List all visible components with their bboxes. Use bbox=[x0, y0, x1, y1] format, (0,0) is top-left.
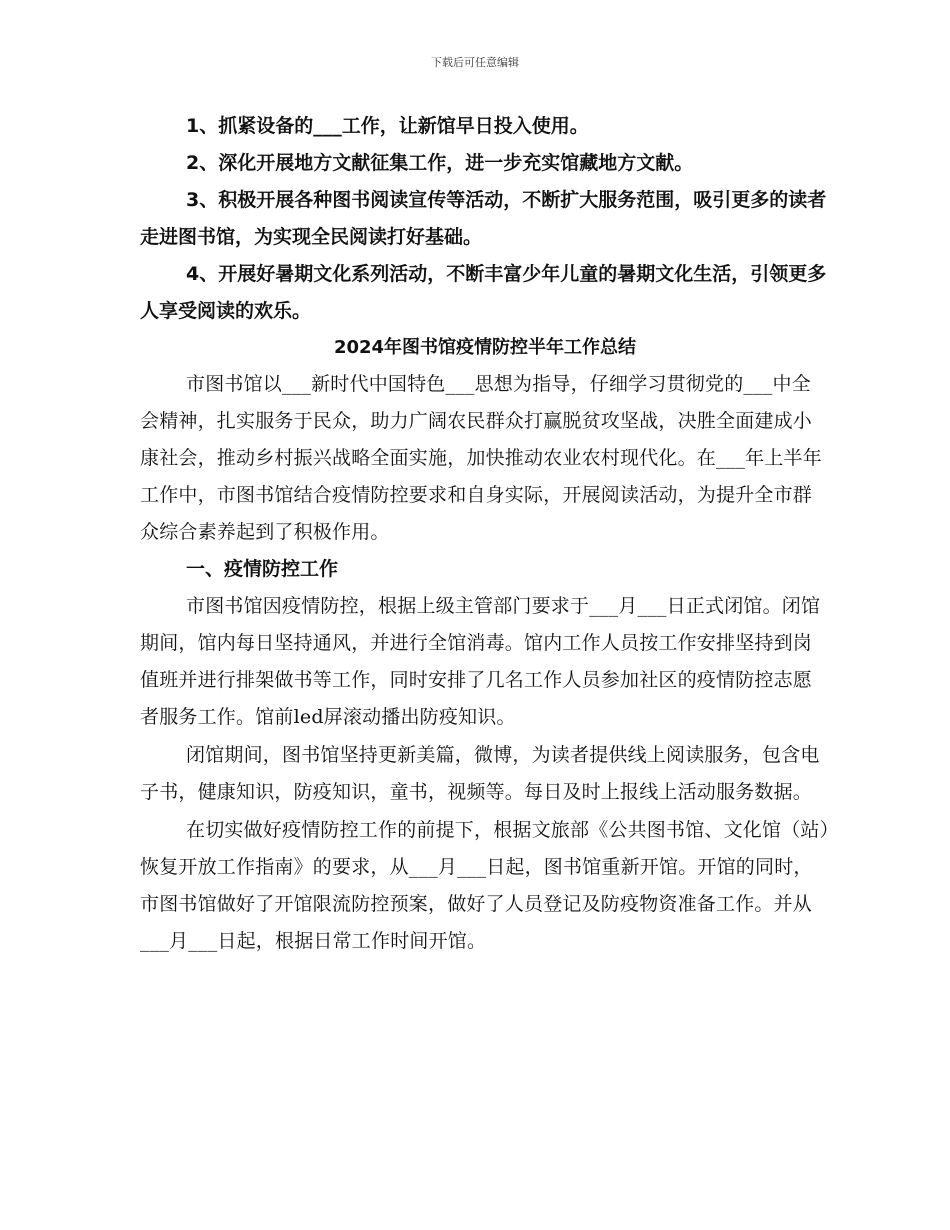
document-title: 2024年图书馆疫情防控半年工作总结 bbox=[333, 337, 637, 358]
document-body bbox=[140, 108, 830, 960]
list-item-4: 4、开展好暑期文化系列活动，不断丰富少年儿童的暑期文化生活，引领更多人享受阅读的欢乐。 bbox=[140, 263, 827, 322]
list-item-3: 3、积极开展各种图书阅读宣传等活动，不断扩大服务范围，吸引更多的读者走进图书馆，为实现全民阅读打好基础。 bbox=[140, 189, 827, 248]
section-heading: 一、疫情防控工作 bbox=[186, 558, 339, 580]
section-paragraph-1: 市图书馆因疫情防控，根据上级主管部门要求于___月___日正式闭馆。闭馆期间，馆内每日坚持通风，并进行全馆消毒。馆内工作人员按工作安排坚持到岗值班并进行排架做书等工作，同时安排了几名工作人员参加社区的疫情防控志愿者服务工作。馆前led屏滚动播出防疫知识。 bbox=[140, 595, 821, 728]
header-note: 下载后可任意编辑 bbox=[431, 56, 519, 69]
intro-paragraph: 市图书馆以___新时代中国特色___思想为指导，仔细学习贯彻党的___中全会精神，扎实服务于民众，助力广阔农民群众打赢脱贫攻坚战，决胜全面建成小康社会，推动乡村振兴战略全面实施，加快推动农业农村现代化。在___年上半年工作中，市图书馆结合疫情防控要求和自身实际，开展阅读活动，为提升全市群众综合素养起到了积极作用。 bbox=[140, 373, 822, 543]
list-item-1: 1、抓紧设备的___工作，让新馆早日投入使用。 bbox=[186, 115, 589, 137]
section-paragraph-2: 闭馆期间，图书馆坚持更新美篇，微博，为读者提供线上阅读服务，包含电子书，健康知识，防疫知识，童书，视频等。每日及时上报线上活动服务数据。 bbox=[140, 744, 820, 803]
section-paragraph-3: 在切实做好疫情防控工作的前提下，根据文旅部《公共图书馆、文化馆（站）恢复开放工作指南》的要求，从___月___日起，图书馆重新开馆。开馆的同时，市图书馆做好了开馆限流防控预案，做好了人员登记及防疫物资准备工作。并从___月___日起，根据日常工作时间开馆。 bbox=[140, 819, 830, 952]
list-item-2: 2、深化开展地方文献征集工作，进一步充实馆藏地方文献。 bbox=[186, 152, 694, 174]
